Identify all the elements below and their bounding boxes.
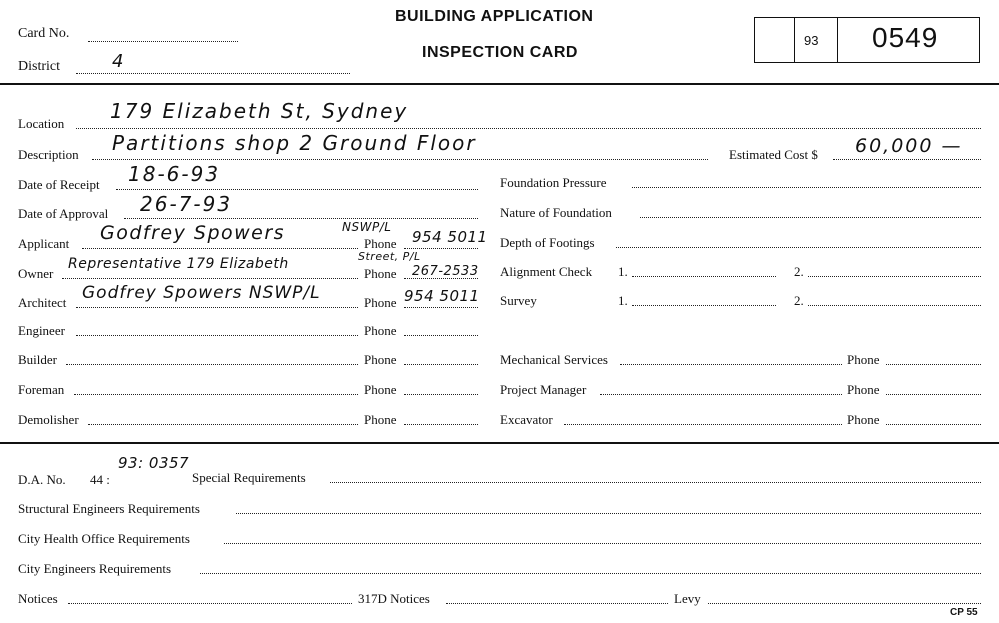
owner-phone: 267-2533 — [412, 264, 479, 279]
foreman-label: Foreman — [18, 382, 65, 397]
mechanical-label: Mechanical Services — [500, 352, 608, 367]
foreman-field[interactable] — [74, 394, 358, 395]
mechanical-phone-field[interactable] — [886, 364, 981, 365]
notices-field[interactable] — [68, 603, 352, 604]
applicant-suffix: NSWP/L — [342, 220, 392, 234]
nature-foundation-field[interactable] — [640, 217, 981, 218]
317d-notices-field[interactable] — [446, 603, 668, 604]
district-value: 4 — [112, 51, 126, 72]
footer-divider — [0, 442, 999, 444]
structural-label: Structural Engineers Requirements — [18, 501, 200, 516]
structural-field[interactable] — [236, 513, 981, 514]
applicant-phone-field[interactable] — [404, 248, 478, 249]
engineer-label: Engineer — [18, 323, 65, 338]
nature-foundation-label: Nature of Foundation — [500, 205, 612, 220]
description-label: Description — [18, 147, 79, 162]
excavator-phone-label: Phone — [847, 412, 880, 427]
da-no-label: D.A. No. — [18, 472, 66, 487]
demolisher-phone-field[interactable] — [404, 424, 478, 425]
mechanical-phone-label: Phone — [847, 352, 880, 367]
estimated-cost-value: 60,000 — — [855, 135, 963, 157]
excavator-field[interactable] — [564, 424, 842, 425]
demolisher-phone-label: Phone — [364, 412, 397, 427]
special-requirements-field[interactable] — [330, 482, 981, 483]
foundation-pressure-field[interactable] — [632, 187, 981, 188]
levy-label: Levy — [674, 591, 701, 606]
location-field[interactable] — [76, 128, 981, 129]
description-field[interactable] — [92, 159, 708, 160]
foreman-phone-field[interactable] — [404, 394, 478, 395]
applicant-label: Applicant — [18, 236, 70, 251]
excavator-label: Excavator — [500, 412, 553, 427]
da-no-prefix: 44 : — [90, 472, 110, 487]
title-line-2: INSPECTION CARD — [422, 44, 578, 61]
engineer-phone-field[interactable] — [404, 335, 478, 336]
project-manager-label: Project Manager — [500, 382, 587, 397]
da-no-value: 93: 0357 — [118, 454, 190, 472]
date-approval-field[interactable] — [124, 218, 478, 219]
card-year: 93 — [804, 33, 819, 48]
notices-label: Notices — [18, 591, 58, 606]
demolisher-field[interactable] — [88, 424, 358, 425]
card-number: 0549 — [872, 22, 939, 53]
city-engineers-field[interactable] — [200, 573, 981, 574]
district-field[interactable] — [76, 73, 350, 74]
alignment-check-label: Alignment Check — [500, 264, 593, 279]
survey-field-2[interactable] — [808, 305, 981, 306]
header-divider — [0, 83, 999, 85]
alignment-item-1: 1. — [618, 264, 628, 279]
date-receipt-field[interactable] — [116, 189, 478, 190]
estimated-cost-label: Estimated Cost $ — [729, 147, 818, 162]
card-no-label: Card No. — [18, 26, 70, 41]
box-divider-1 — [794, 17, 795, 63]
foreman-phone-label: Phone — [364, 382, 397, 397]
levy-field[interactable] — [708, 603, 981, 604]
special-requirements-label: Special Requirements — [192, 470, 306, 485]
date-approval-label: Date of Approval — [18, 206, 109, 221]
architect-field[interactable] — [76, 307, 358, 308]
card-no-field[interactable] — [88, 41, 238, 42]
foundation-pressure-label: Foundation Pressure — [500, 175, 607, 190]
city-engineers-label: City Engineers Requirements — [18, 561, 172, 576]
survey-item-2: 2. — [794, 293, 804, 308]
survey-item-1: 1. — [618, 293, 628, 308]
date-receipt-value: 18-6-93 — [128, 162, 221, 186]
location-label: Location — [18, 116, 65, 131]
owner-field[interactable] — [62, 278, 358, 279]
health-label: City Health Office Requirements — [18, 531, 190, 546]
depth-footings-field[interactable] — [616, 247, 981, 248]
health-field[interactable] — [224, 543, 981, 544]
mechanical-field[interactable] — [620, 364, 842, 365]
317d-notices-label: 317D Notices — [358, 591, 430, 606]
applicant-phone: 954 5011 — [412, 228, 488, 246]
title-line-1: BUILDING APPLICATION — [395, 8, 594, 25]
district-label: District — [18, 59, 60, 74]
architect-phone-label: Phone — [364, 295, 397, 310]
alignment-field-1[interactable] — [632, 276, 776, 277]
depth-footings-label: Depth of Footings — [500, 235, 595, 250]
project-manager-field[interactable] — [600, 394, 842, 395]
form-code: CP 55 — [950, 607, 978, 618]
builder-phone-field[interactable] — [404, 364, 478, 365]
box-divider-2 — [837, 17, 838, 63]
alignment-item-2: 2. — [794, 264, 804, 279]
architect-phone-field[interactable] — [404, 307, 478, 308]
builder-label: Builder — [18, 352, 57, 367]
survey-field-1[interactable] — [632, 305, 776, 306]
engineer-field[interactable] — [76, 335, 358, 336]
owner-label: Owner — [18, 266, 54, 281]
owner-suffix: Street, P/L — [358, 250, 421, 263]
builder-phone-label: Phone — [364, 352, 397, 367]
estimated-cost-field[interactable] — [833, 159, 981, 160]
architect-label: Architect — [18, 295, 67, 310]
description-value: Partitions shop 2 Ground Floor — [112, 131, 477, 155]
excavator-phone-field[interactable] — [886, 424, 981, 425]
date-receipt-label: Date of Receipt — [18, 177, 100, 192]
project-manager-phone-label: Phone — [847, 382, 880, 397]
applicant-value: Godfrey Spowers — [100, 222, 286, 244]
alignment-field-2[interactable] — [808, 276, 981, 277]
builder-field[interactable] — [66, 364, 358, 365]
architect-value: Godfrey Spowers NSWP/L — [82, 283, 321, 303]
survey-label: Survey — [500, 293, 537, 308]
owner-phone-label: Phone — [364, 266, 397, 281]
location-value: 179 Elizabeth St, Sydney — [110, 99, 409, 123]
applicant-field[interactable] — [82, 248, 358, 249]
project-manager-phone-field[interactable] — [886, 394, 981, 395]
engineer-phone-label: Phone — [364, 323, 397, 338]
demolisher-label: Demolisher — [18, 412, 79, 427]
card-number-box — [754, 17, 980, 63]
owner-value: Representative 179 Elizabeth — [68, 256, 289, 272]
architect-phone: 954 5011 — [404, 287, 480, 305]
applicant-phone-label: Phone — [364, 236, 397, 251]
date-approval-value: 26-7-93 — [140, 192, 233, 216]
